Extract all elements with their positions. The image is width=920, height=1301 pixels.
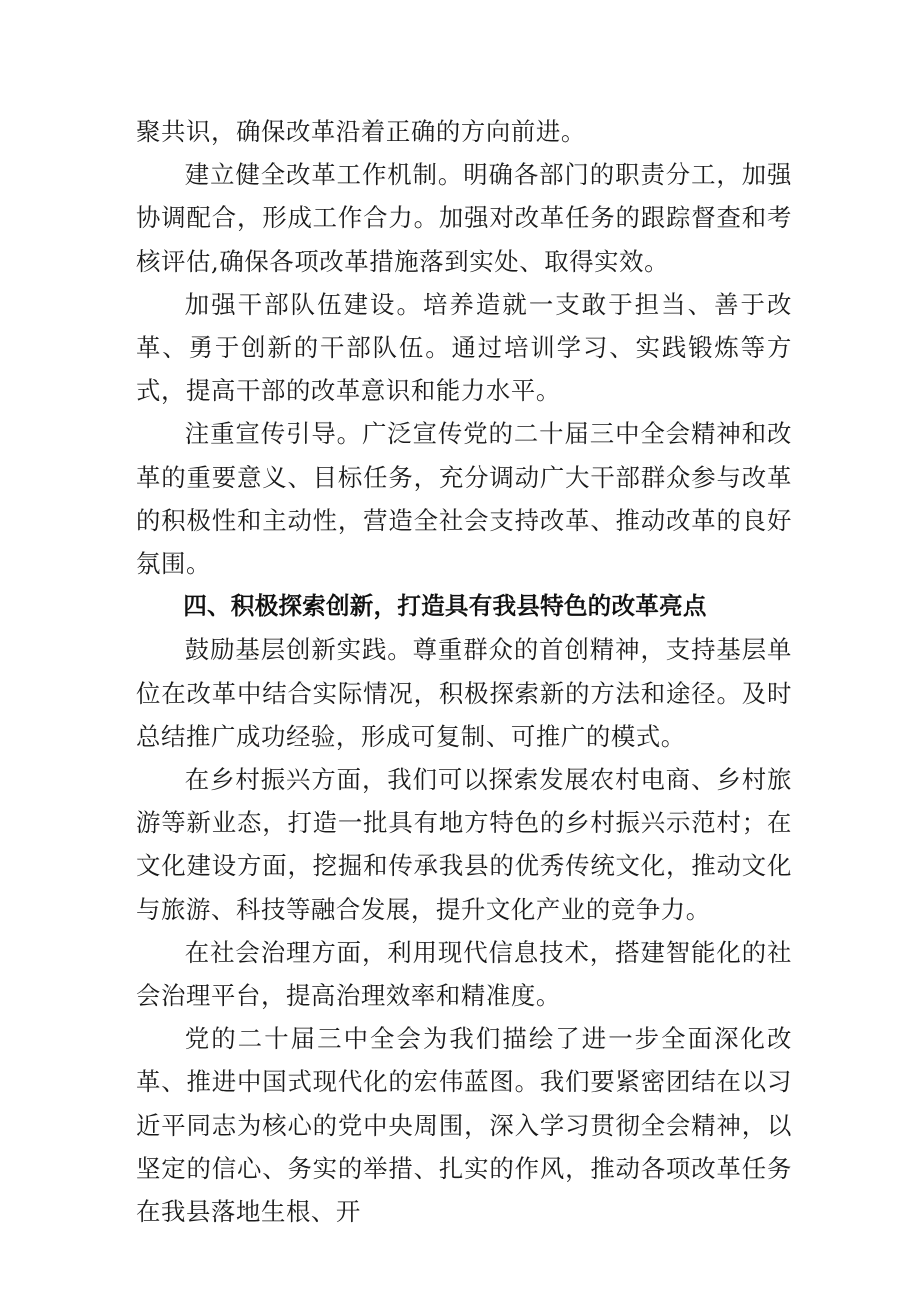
paragraph-rural-culture: 在乡村振兴方面，我们可以探索发展农村电商、乡村旅游等新业态，打造一批具有地方特色的乡村振兴示范村；在文化建设方面，挖掘和传承我县的优秀传统文化，推动文化与旅游、科技等融合发展，提升文化产业的竞争力。 bbox=[136, 765, 792, 924]
paragraph-publicity: 注重宣传引导。广泛宣传党的二十届三中全会精神和改革的重要意义、目标任务，充分调动广大干部群众参与改革的积极性和主动性，营造全社会支持改革、推动改革的良好氛围。 bbox=[136, 419, 792, 579]
paragraph-cadre-team: 加强干部队伍建设。培养造就一支敢于担当、善于改革、勇于创新的干部队伍。通过培训学习、实践锻炼等方式，提高干部的改革意识和能力水平。 bbox=[136, 289, 792, 406]
paragraph-social-governance: 在社会治理方面，利用现代信息技术，搭建智能化的社会治理平台，提高治理效率和精准度。 bbox=[136, 937, 792, 1011]
paragraph-conclusion: 党的二十届三中全会为我们描绘了进一步全面深化改革、推进中国式现代化的宏伟蓝图。我们要紧密团结在以习近平同志为核心的党中央周围，深入学习贯彻全会精神，以坚定的信心、务实的举措、扎实的作风，推动各项改革任务在我县落地生根、开 bbox=[136, 1024, 792, 1227]
paragraph-work-mechanism: 建立健全改革工作机制。明确各部门的职责分工，加强协调配合，形成工作合力。加强对改革任务的跟踪督查和考核评估,确保各项改革措施落到实处、取得实效。 bbox=[136, 160, 792, 276]
document-body bbox=[136, 110, 792, 1233]
paragraph-grassroots-innovation: 鼓励基层创新实践。尊重群众的首创精神，支持基层单位在改革中结合实际情况，积极探索新的方法和途径。及时总结推广成功经验，形成可复制、可推广的模式。 bbox=[136, 635, 792, 751]
section-heading-four: 四、积极探索创新，打造具有我县特色的改革亮点 bbox=[183, 592, 707, 621]
paragraph-continuation: 聚共识，确保改革沿着正确的方向前进。 bbox=[136, 117, 586, 146]
